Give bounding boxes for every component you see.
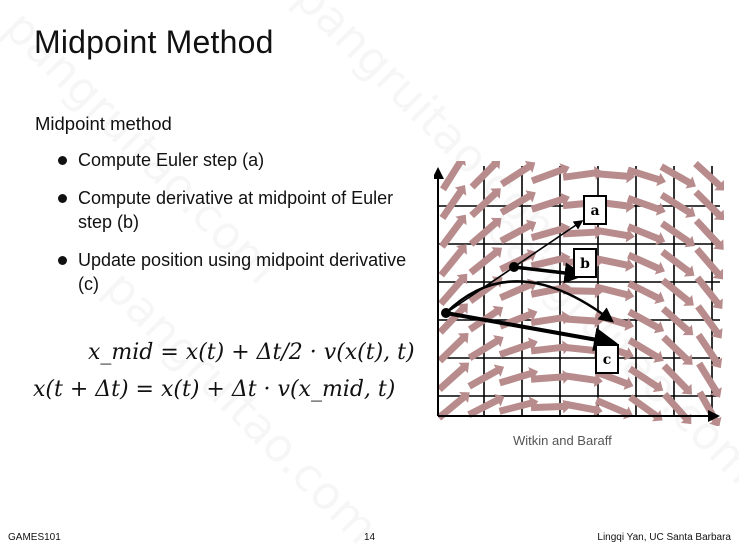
slide-title: Midpoint Method [34, 24, 274, 60]
bullet-item [58, 248, 408, 296]
bullet-text: Update position using midpoint derivative (c) [78, 250, 407, 294]
equation-update: x(t + Δt) = x(t) + Δt · v(x_mid, t) [33, 377, 396, 402]
field-arrow [629, 312, 664, 334]
field-arrow [501, 190, 535, 212]
svg-text:a: a [590, 203, 600, 219]
footer-page-number: 14 [364, 532, 376, 543]
bullet-dot-icon [58, 194, 67, 203]
field-arrow [628, 170, 666, 186]
field-arrow [630, 397, 662, 421]
field-arrow [629, 283, 665, 304]
vector-field-arrows [439, 161, 724, 426]
footer-author: Lingqi Yan, UC Santa Barbara [597, 532, 731, 543]
field-arrow [700, 392, 722, 426]
field-arrow [470, 335, 504, 358]
svg-text:b: b [580, 256, 590, 272]
field-arrow [596, 287, 635, 302]
bullet-item [58, 148, 408, 172]
field-arrow [440, 333, 469, 361]
field-arrow [501, 220, 536, 241]
midpoint-derivative-arrow [514, 267, 582, 275]
field-arrow [439, 363, 469, 390]
field-arrow [665, 394, 692, 424]
field-arrow [469, 365, 504, 387]
field-arrow [441, 244, 467, 275]
field-arrow [630, 369, 663, 392]
field-arrow [697, 249, 723, 279]
field-arrow [663, 309, 693, 335]
footer-course: GAMES101 [8, 532, 61, 543]
slide-subtitle: Midpoint method [35, 113, 172, 134]
bullet-item [58, 186, 408, 234]
field-arrow [664, 366, 692, 395]
bullet-list [58, 148, 408, 310]
field-arrow [470, 276, 502, 301]
field-arrow [629, 340, 663, 363]
field-arrow [695, 164, 724, 191]
label-c [596, 345, 618, 373]
field-arrow [472, 188, 501, 215]
label-b [574, 249, 596, 277]
bullet-dot-icon [58, 256, 67, 265]
bullet-text: Compute derivative at midpoint of Euler step (b) [78, 188, 394, 232]
field-arrow [664, 337, 693, 365]
bullet-text: Compute Euler step (a) [78, 150, 265, 170]
field-arrow [628, 255, 664, 275]
label-a [584, 196, 606, 224]
field-arrow [469, 394, 505, 415]
field-arrow [595, 258, 634, 272]
field-arrow [596, 315, 634, 331]
field-arrow [696, 221, 723, 250]
field-arrow [662, 252, 694, 277]
equation-midpoint: x_mid = x(t) + Δt/2 · v(x(t), t) [88, 340, 415, 365]
field-arrow [443, 161, 466, 189]
field-arrow [563, 403, 602, 417]
field-arrow [661, 167, 696, 189]
field-arrow [471, 247, 502, 272]
figure-caption: Witkin and Baraff [513, 433, 612, 448]
field-arrow [663, 280, 694, 306]
vector-field-figure [434, 161, 724, 426]
field-arrow [472, 161, 500, 187]
start-point [441, 308, 451, 318]
midpoint [509, 262, 519, 272]
field-arrow [471, 218, 501, 244]
svg-text:c: c [602, 352, 612, 368]
bullet-dot-icon [58, 156, 67, 165]
field-arrow [502, 161, 536, 184]
